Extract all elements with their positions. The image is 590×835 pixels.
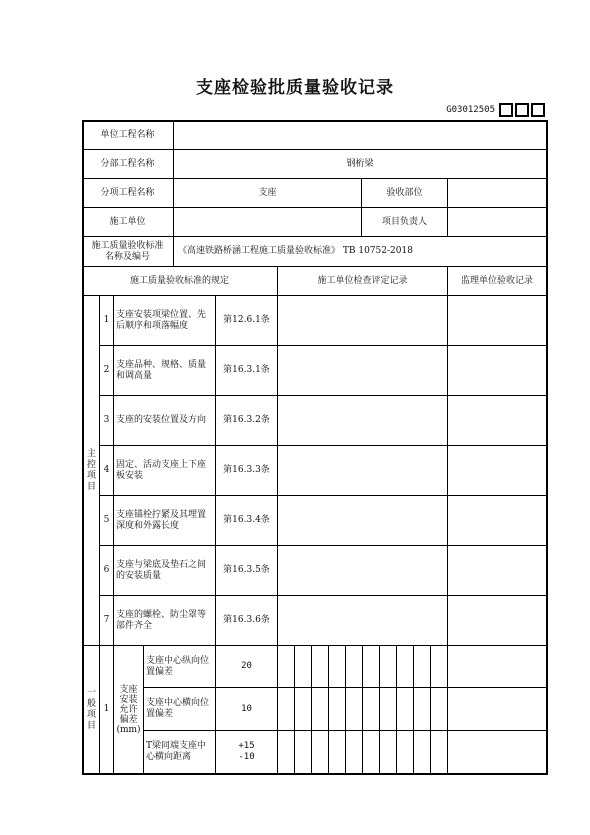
- main-item-clause: 第16.3.4条: [223, 515, 270, 525]
- general-row-value-upper: +15: [238, 741, 255, 751]
- general-row-desc: 支座中心纵向位置偏差: [146, 655, 210, 677]
- main-item-contractor-record[interactable]: [278, 596, 447, 645]
- general-row-value-lower: -10: [238, 752, 255, 762]
- main-items-category-label: 主 控 项 目: [86, 448, 96, 492]
- standard-label-line2: 名称及编号: [104, 251, 150, 262]
- acceptance-part-label: 验收部位: [386, 187, 423, 198]
- general-row-value: 10: [241, 703, 252, 714]
- main-item-desc: 支座与梁底及垫石之间的安装质量: [116, 559, 207, 581]
- main-item-no: 6: [103, 565, 110, 575]
- main-items-category: [84, 296, 99, 645]
- general-items-category: [84, 646, 99, 773]
- general-group-label-text: 支座 安装 允许 偏差 (mm): [116, 684, 141, 735]
- main-item-supervisor-record[interactable]: [448, 546, 546, 595]
- main-item-no: 3: [103, 415, 110, 425]
- main-item-contractor-record[interactable]: [278, 396, 447, 445]
- main-item-contractor-record[interactable]: [278, 296, 447, 345]
- unit-project-label: 单位工程名称: [100, 129, 155, 140]
- main-item-no: 2: [103, 365, 110, 375]
- main-item-no: 5: [103, 515, 110, 525]
- main-item-no: 1: [103, 315, 110, 325]
- main-item-clause: 第12.6.1条: [223, 315, 270, 325]
- form-code-text: G03012505: [446, 105, 495, 115]
- main-item-no: 4: [103, 465, 110, 475]
- col-header-contractor-check: 施工单位检查评定记录: [317, 275, 408, 286]
- general-items-category-label: 一 般 项 目: [86, 687, 96, 731]
- contractor-value[interactable]: [174, 208, 361, 236]
- general-row-value: [216, 731, 277, 773]
- main-item-contractor-record[interactable]: [278, 346, 447, 395]
- main-item-clause: 第16.3.3条: [223, 465, 270, 475]
- main-item-supervisor-record[interactable]: [448, 296, 546, 345]
- form-code: [446, 102, 545, 118]
- main-item-clause: 第16.3.6条: [223, 615, 270, 625]
- division-label: 分部工程名称: [100, 158, 155, 169]
- page-title: 支座检验批质量验收记录: [196, 78, 394, 98]
- general-row-desc: T梁同端支座中心横向距离: [146, 741, 207, 762]
- col-header-supervisor-record: 监理单位验收记录: [460, 275, 533, 286]
- general-item-no: 1: [103, 704, 110, 714]
- division-value[interactable]: 钢桁梁: [346, 158, 374, 169]
- main-item-no: 7: [103, 615, 110, 625]
- main-item-clause: 第16.3.1条: [223, 365, 270, 375]
- main-item-supervisor-record[interactable]: [448, 496, 546, 545]
- main-item-supervisor-record[interactable]: [448, 396, 546, 445]
- main-item-contractor-record[interactable]: [278, 446, 447, 495]
- code-checkbox-1[interactable]: [499, 103, 513, 117]
- main-item-desc: 支座的螺栓、防尘罩等部件齐全: [116, 609, 207, 631]
- acceptance-part-value[interactable]: [448, 179, 546, 207]
- general-row-desc: 支座中心横向位置偏差: [146, 698, 210, 719]
- main-item-desc: 固定、活动支座上下座板安装: [116, 459, 207, 481]
- main-item-desc: 支座安装项梁位置、先后顺序和项落幅度: [116, 309, 207, 331]
- standard-label-line1: 施工质量验收标准: [91, 240, 164, 251]
- project-manager-value[interactable]: [448, 208, 546, 236]
- main-item-supervisor-record[interactable]: [448, 346, 546, 395]
- main-item-contractor-record[interactable]: [278, 496, 447, 545]
- general-row-value: 20: [241, 661, 252, 671]
- main-item-clause: 第16.3.2条: [223, 415, 270, 425]
- general-group-label: [114, 646, 143, 773]
- main-item-desc: 支座锚栓拧紧及其埋置深度和外露长度: [116, 509, 207, 531]
- subdivision-value[interactable]: 支座: [258, 187, 277, 198]
- main-item-desc: 支座品种、规格、质量和调高量: [116, 359, 207, 381]
- unit-project-value[interactable]: [174, 121, 546, 149]
- standard-label: [82, 237, 173, 266]
- code-checkbox-3[interactable]: [531, 103, 545, 117]
- project-manager-label: 项目负责人: [381, 216, 427, 227]
- contractor-label: 施工单位: [109, 216, 146, 227]
- main-item-contractor-record[interactable]: [278, 546, 447, 595]
- main-item-desc: 支座的安装位置及方向: [116, 415, 207, 425]
- code-checkbox-2[interactable]: [515, 103, 529, 117]
- col-header-spec: 施工质量验收标准的规定: [129, 275, 229, 286]
- subdivision-label: 分项工程名称: [100, 187, 155, 198]
- main-item-supervisor-record[interactable]: [448, 446, 546, 495]
- main-item-supervisor-record[interactable]: [448, 596, 546, 645]
- main-item-clause: 第16.3.5条: [223, 565, 270, 575]
- standard-value[interactable]: 《高速铁路桥涵工程施工质量验收标准》 TB 10752-2018: [178, 246, 413, 256]
